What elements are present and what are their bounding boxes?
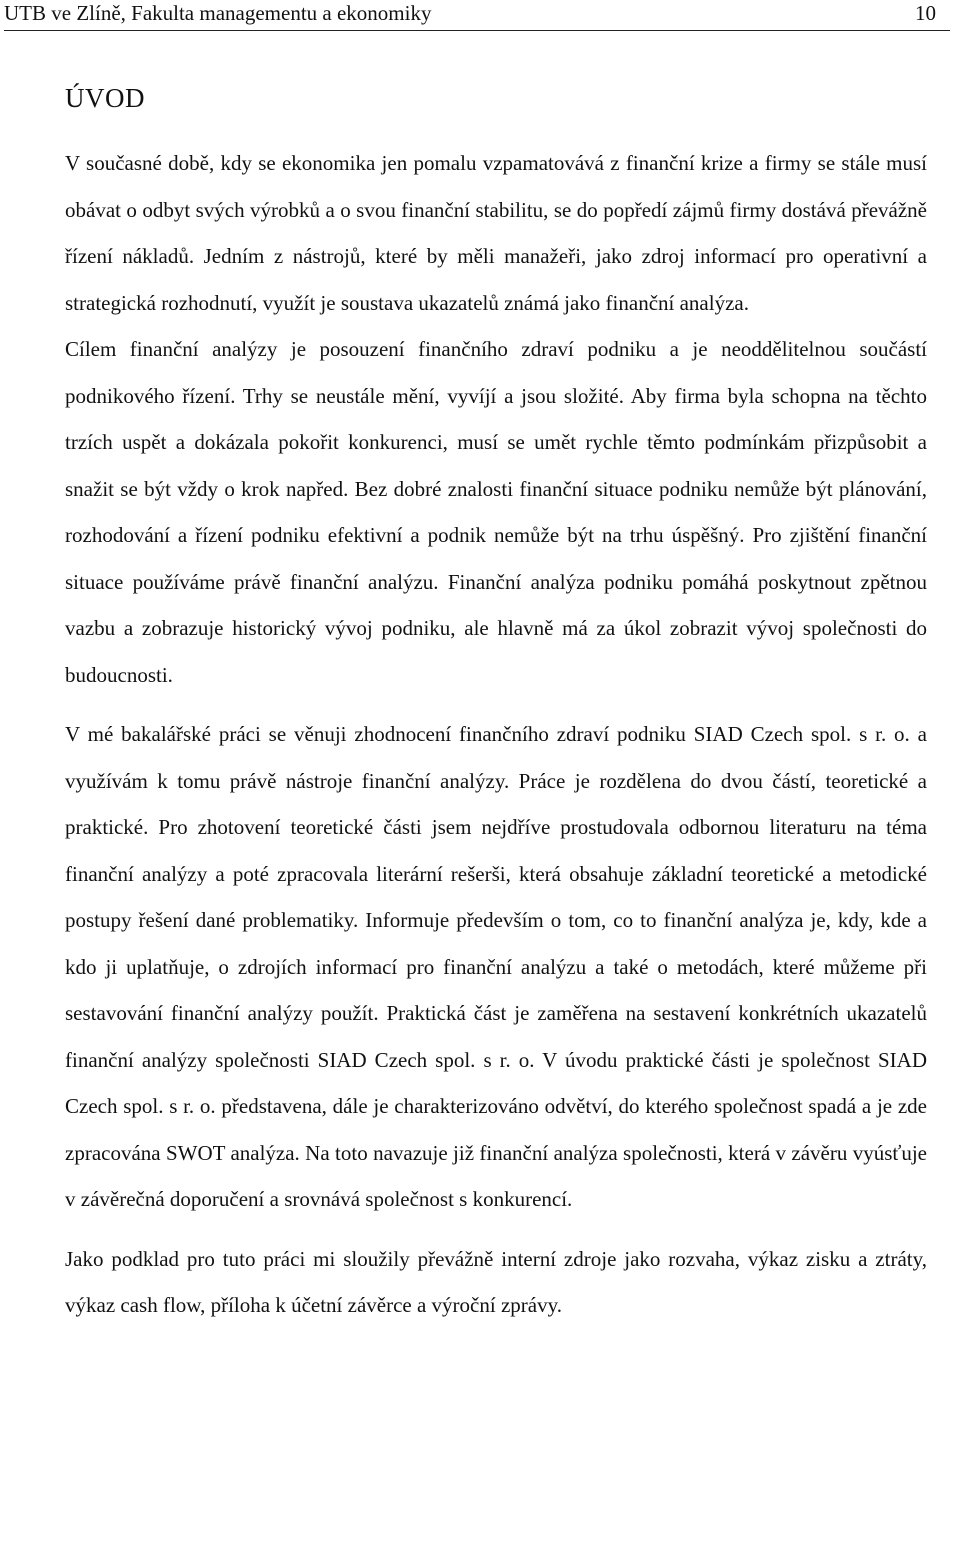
page-header bbox=[4, 0, 950, 31]
paragraph-thesis-structure: V mé bakalářské práci se věnuji zhodnocení finančního zdraví podniku SIAD Czech spol. s r. o. a využívám k tomu právě nástroje finanční analýzy. Práce je rozdělena do dvou částí, teoretické a praktické. Pro zhotovení teoretické části jsem nejdříve prostudovala odbornou literaturu na téma finanční analýzy a poté zpracovala literární rešerši, která obsahuje základní teoretické a metodické postupy řešení dané problematiky. Informuje především o tom, co to finanční analýza je, kdy, kde a kdo ji uplatňuje, o zdrojích informací pro finanční analýzu a také o metodách, které můžeme při sestavování finanční analýzy použít. Praktická část je zaměřena na sestavení konkrétních ukazatelů finanční analýzy společnosti SIAD Czech spol. s r. o. V úvodu praktické části je společnost SIAD Czech spol. s r. o. představena, dále je charakterizováno odvětví, do kterého společnost spadá a je zde zpracována SWOT analýza. Na toto navazuje již finanční analýza společnosti, která v závěru vyúsťuje v závěrečná doporučení a srovnává společnost s konkurencí. bbox=[65, 722, 927, 1211]
body-text bbox=[65, 140, 927, 1329]
header-title: UTB ve Zlíně, Fakulta managementu a ekonomiky bbox=[4, 1, 432, 25]
paragraph-sources: Jako podklad pro tuto práci mi sloužily převážně interní zdroje jako rozvaha, výkaz zisku a ztráty, výkaz cash flow, příloha k účetní závěrce a výroční zprávy. bbox=[65, 1246, 927, 1317]
paragraph-goal: Cílem finanční analýzy je posouzení finančního zdraví podniku a je neoddělitelnou součástí podnikového řízení. Trhy se neustále mění, vyvíjí a jsou složité. Aby firma byla schopna na těchto trzích uspět a dokázala pokořit konkurenci, musí se umět rychle těmto podmínkám přizpůsobit a snažit se být vždy o krok napřed. Bez dobré znalosti finanční situace podniku nemůže být plánování, rozhodování a řízení podniku efektivní a podnik nemůže být na trhu úspěšný. Pro zjištění finanční situace používáme právě finanční analýzu. Finanční analýza podniku pomáhá poskytnout zpětnou vazbu a zobrazuje historický vývoj podniku, ale hlavně má za úkol zobrazit vývoj společnosti do budoucnosti. bbox=[65, 337, 927, 687]
page-number: 10 bbox=[915, 1, 936, 25]
paragraph-intro: V současné době, kdy se ekonomika jen pomalu vzpamatovává z finanční krize a firmy se stále musí obávat o odbyt svých výrobků a o svou finanční stabilitu, se do popředí zájmů firmy dostává převážně řízení nákladů. Jedním z nástrojů, které by měli manažeři, jako zdroj informací pro operativní a strategická rozhodnutí, využít je soustava ukazatelů známá jako finanční analýza. bbox=[65, 151, 927, 315]
chapter-title: ÚVOD bbox=[65, 83, 145, 113]
